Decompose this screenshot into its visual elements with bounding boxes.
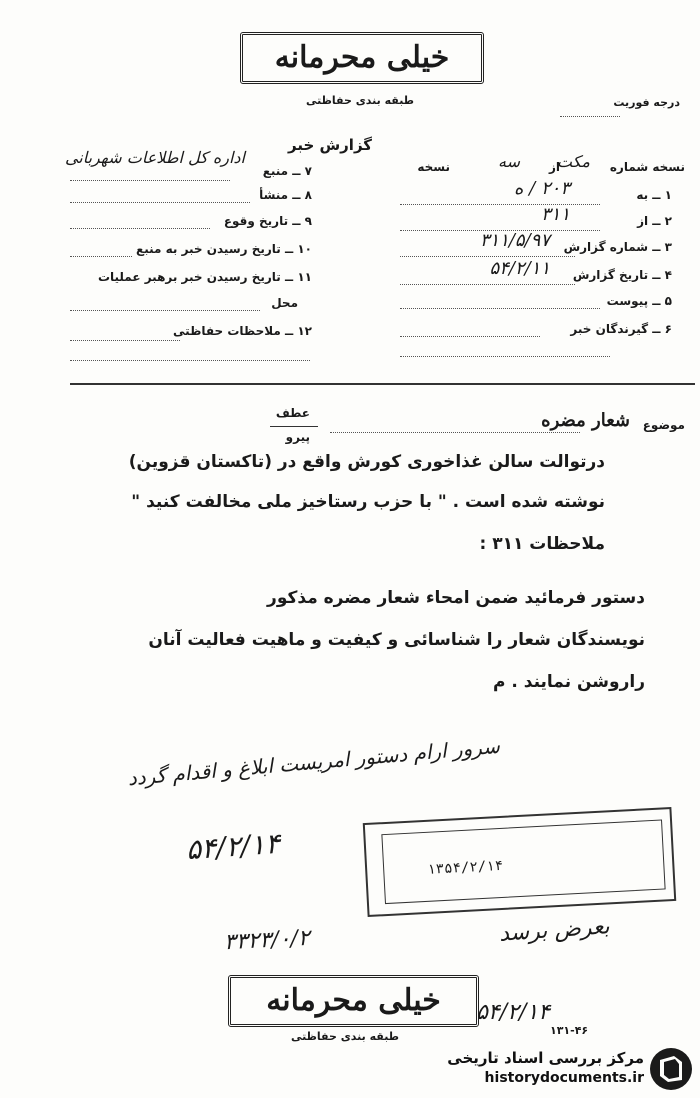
handwritten-number: ۳۳۲۳/۰/۲	[223, 925, 311, 956]
field-10-label: ۱۰ ــ تاریخ رسیدن خبر به منبع	[136, 242, 312, 256]
field-3-line	[400, 256, 575, 257]
report-title: گزارش خبر	[287, 136, 373, 154]
field-2-label: ۲ ــ از	[637, 214, 672, 228]
handwritten-date-2: ۵۴/۲/۱۴	[476, 1000, 550, 1025]
field-5-label: ۵ ــ پیوست	[606, 294, 672, 308]
atf-peyro-divider	[270, 426, 318, 427]
urgency-label: درجه فوریت	[613, 96, 680, 109]
field-4-label: ۴ ــ تاریخ گزارش	[572, 268, 672, 282]
field-9-label: ۹ ــ تاریخ وقوع	[223, 214, 312, 228]
top-stamp-text: خیلی محرمانه	[274, 40, 450, 75]
field-8-line	[70, 202, 250, 203]
field-11-line	[70, 310, 260, 311]
archive-logo-text: مرکز بررسی اسناد تاریخی	[447, 1049, 644, 1067]
field-1-label: ۱ ــ به	[636, 188, 672, 202]
field-6-line	[400, 336, 540, 337]
doc-number: ۱۳۱-۴۶	[550, 1024, 589, 1037]
archive-logo-icon	[648, 1046, 694, 1092]
urgency-line	[560, 116, 620, 117]
field-7-value: اداره کل اطلاعات شهربانی	[64, 148, 245, 167]
field-7-label: ۷ ــ منبع	[262, 164, 312, 178]
field-1-line	[400, 204, 600, 205]
field-3-label: ۳ ــ شماره گزارش	[563, 240, 672, 254]
field-6-label: ۶ ــ گیرندگان خبر	[570, 322, 672, 336]
handwritten-date-1: ۵۴/۲/۱۴	[184, 826, 282, 867]
copy-number-hand: مکت	[556, 152, 590, 171]
peyro-label: پیرو	[285, 430, 310, 444]
received-stamp-date: ۱۳۵۴/۲/۱۴	[426, 857, 504, 878]
field-4-line	[400, 284, 575, 285]
archive-logo-url: historydocuments.ir	[484, 1070, 644, 1086]
field-10-line	[70, 256, 132, 257]
body-line-5: راروشن نمایند . م	[493, 672, 645, 692]
copy-number-label: نسخه شماره	[609, 160, 685, 174]
body-line-4: نویسندگان شعار را شناسائی و کیفیت و ماهیت فعالیت آنان	[148, 630, 645, 650]
top-classification-label: طبقه بندی حفاظتی	[305, 94, 415, 107]
bottom-stamp-text: خیلی محرمانه	[266, 983, 441, 1018]
body-line-1: درتوالت سالن غذاخوری کورش واقع در (تاکستان قزوین)	[128, 452, 605, 472]
field-1-value: ۲۰۳ / ه	[514, 178, 570, 199]
field-12-line-2	[70, 360, 310, 361]
received-stamp	[363, 807, 676, 917]
section-divider	[70, 383, 695, 385]
field-11-place-label: محل	[271, 296, 298, 310]
field-6-line-2	[400, 356, 610, 357]
field-11-label: ۱۱ ــ تاریخ رسیدن خبر برهبر عملیات	[97, 270, 312, 284]
handwritten-note-1: سرور ارام دستور امریست ابلاغ و اقدام گردد	[126, 733, 501, 791]
field-9-line	[70, 228, 210, 229]
copy-from-label: از	[548, 160, 560, 174]
handwritten-note-2: بعرض برسد	[498, 914, 611, 947]
field-12-line	[70, 340, 180, 341]
bottom-classification-label: طبقه بندی حفاظتی	[290, 1030, 400, 1043]
subject-line	[330, 432, 580, 433]
field-4-value: ۵۴/۲/۱۱	[489, 258, 550, 279]
archive-logo	[428, 1045, 696, 1093]
field-5-line	[400, 308, 600, 309]
notes-heading: ملاحظات ۳۱۱ :	[479, 534, 605, 554]
bottom-classification-stamp	[228, 975, 479, 1027]
field-12-label: ۱۲ ــ ملاحظات حفاظتی	[173, 324, 312, 338]
field-2-value: ۳۱۱	[540, 204, 570, 225]
field-3-value: ۳۱۱/۵/۹۷	[479, 230, 550, 251]
field-7-line	[70, 180, 230, 181]
top-classification-stamp	[240, 32, 484, 84]
atf-label: عطف	[275, 406, 310, 420]
body-line-3: دستور فرمائید ضمن امحاء شعار مضره مذکور	[267, 588, 645, 608]
body-line-2: نوشته شده است . " با حزب رستاخیز ملی مخالفت کنید "	[131, 492, 605, 512]
subject-label: موضوع	[642, 418, 685, 432]
copy-from-hand: سه	[498, 152, 520, 171]
field-8-label: ۸ ــ منشأ	[259, 188, 312, 202]
copy-suffix: نسخه	[417, 160, 450, 174]
subject-value: شعار مضره	[541, 410, 630, 431]
